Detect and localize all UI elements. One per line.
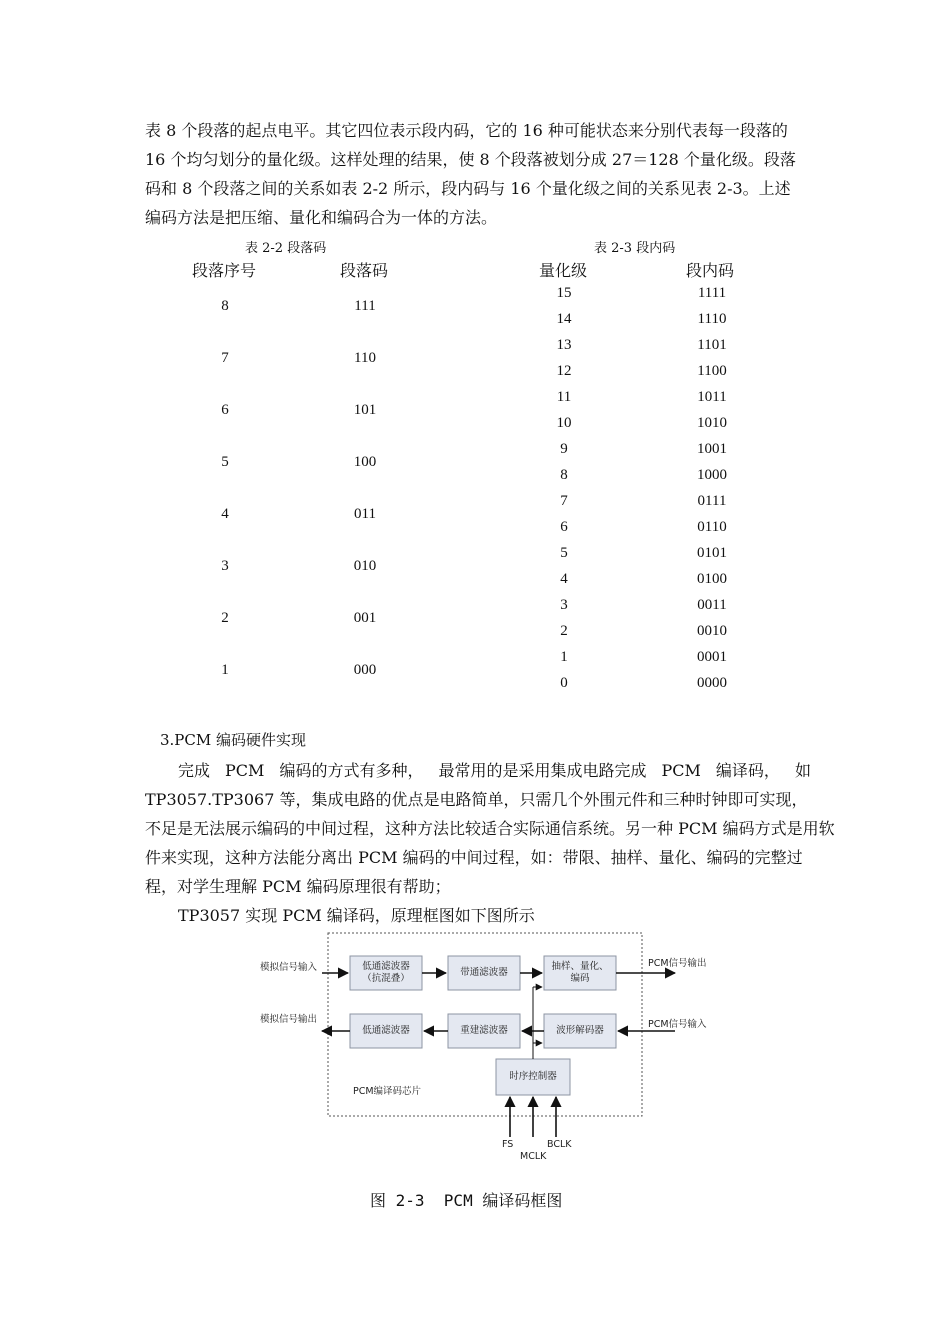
table22-seq-cell: 8 [221,298,229,314]
lpf-top-line1: 低通滤波器 [362,961,410,972]
table23-code-cell: 0110 [697,519,727,535]
table23-code-cell: 1010 [697,415,727,431]
para-line-1-seg: PCM [661,761,701,780]
timing-label: 时序控制器 [509,1071,557,1082]
table23-level-cell: 8 [560,467,568,483]
table22-code-cell: 001 [353,610,377,626]
table23-code-cell: 1101 [697,337,727,353]
para-line-1-seg: 编码的方式有多种， [279,761,424,780]
label-analog-out: 模拟信号输出 [260,1014,318,1025]
table23-code-cell: 0100 [697,571,727,587]
intro-line-3: 码和 8 个段落之间的关系如表 2-2 所示，段内码与 16 个量化级之间的关系见表 2-3。上述 [145,179,791,198]
chip-label: PCM编译码芯片 [353,1086,422,1097]
label-fs: FS [502,1139,514,1150]
table23-level-cell: 0 [560,675,568,691]
table22-seq-cell: 7 [221,350,229,366]
para-line-4: 件来实现，这种方法能分离出 PCM 编码的中间过程，如：带限、抽样、量化、编码的完整过 [145,848,803,867]
table23-level-cell: 14 [556,311,572,327]
figure-caption: 图 2-3 PCM 编译码框图 [370,1191,563,1210]
sqe-line1: 抽样、量化、 [551,961,609,972]
para-line-1-seg: 完成 [178,761,211,780]
section-heading: 3.PCM 编码硬件实现 [160,731,307,749]
label-bclk: BCLK [547,1139,572,1150]
table23-code-cell: 1001 [697,441,727,457]
table22-code-cell: 000 [353,662,377,678]
sqe-label [544,956,616,990]
table22-code-cell: 111 [354,298,376,314]
table22-seq-cell: 4 [221,506,229,522]
table23-code-cell: 0000 [697,675,727,691]
table23-code-cell: 1100 [697,363,727,379]
pcm-block-diagram [250,925,730,1165]
table23-code-cell: 0010 [697,623,727,639]
table23-caption: 表 2-3 段内码 [594,241,676,256]
para-line-1-seg: PCM [225,761,265,780]
recon-label: 重建滤波器 [460,1025,508,1036]
table23-level-cell: 6 [560,519,568,535]
table23-level-cell: 13 [556,337,572,353]
label-analog-in: 模拟信号输入 [260,962,318,973]
table22-caption: 表 2-2 段落码 [245,241,327,256]
table23-level-cell: 12 [556,363,572,379]
para-line-1-seg: 最常用的是采用集成电路完成 [438,761,647,780]
table22-seq-cell: 1 [221,662,229,678]
table23-code-cell: 1000 [697,467,727,483]
label-mclk: MCLK [520,1151,547,1162]
lpf-bottom-label: 低通滤波器 [362,1025,410,1036]
table23-code-cell: 0111 [697,493,727,509]
table23-level-cell: 10 [556,415,572,431]
para-line-3: 不足是无法展示编码的中间过程，这种方法比较适合实际通信系统。另一种 PCM 编码方式是用软 [145,819,835,838]
para-line-1 [178,761,811,781]
table22-code-cell: 100 [353,454,377,470]
table22-code-cell: 010 [353,558,377,574]
decoder-label: 波形解码器 [556,1025,604,1036]
table22-seq-cell: 3 [221,558,229,574]
table23-level-cell: 15 [556,285,572,301]
table22-header-seq: 段落序号 [192,261,257,280]
table22-code-cell: 101 [353,402,377,418]
para-line-5: 程，对学生理解 PCM 编码原理很有帮助； [145,877,451,896]
table23-header-level: 量化级 [539,261,588,280]
para-line-1-seg: 如 [794,761,811,780]
table22-seq-cell: 6 [221,402,229,418]
figure-intro-line: TP3057 实现 PCM 编译码，原理框图如下图所示 [178,906,535,925]
label-pcm-in: PCM信号输入 [648,1019,707,1030]
table23-level-cell: 3 [560,597,568,613]
table23-level-cell: 1 [560,649,568,665]
intro-line-1: 表 8 个段落的起点电平。其它四位表示段内码，它的 16 种可能状态来分别代表每一段落的 [145,121,788,140]
table22-seq-cell: 5 [221,454,229,470]
table23-code-cell: 1011 [697,389,727,405]
sqe-line2: 编码 [570,973,590,984]
intro-line-2: 16 个均匀划分的量化级。这样处理的结果，使 8 个段落被划分成 27＝128 个量化级。段落 [145,150,796,169]
intro-line-4: 编码方法是把压缩、量化和编码合为一体的方法。 [145,208,498,227]
label-pcm-out: PCM信号输出 [648,958,707,969]
table23-level-cell: 11 [556,389,572,405]
para-line-1-seg: 编译码， [715,761,780,780]
table23-header-code: 段内码 [686,261,735,280]
table23-code-cell: 1111 [697,285,727,301]
table23-level-cell: 9 [560,441,568,457]
para-line-2: TP3057.TP3067 等，集成电路的优点是电路简单，只需几个外围元件和三种时钟即可实现， [145,790,808,809]
table23-level-cell: 5 [560,545,568,561]
table22-seq-cell: 2 [221,610,229,626]
table22-code-cell: 011 [354,506,376,522]
lpf-top-label [350,956,422,990]
lpf-top-line2: （抗混叠） [362,973,410,984]
table23-level-cell: 4 [560,571,568,587]
table23-code-cell: 0001 [697,649,727,665]
table23-code-cell: 0101 [697,545,727,561]
table23-level-cell: 2 [560,623,568,639]
table23-level-cell: 7 [560,493,568,509]
bpf-label: 带通滤波器 [460,967,508,978]
table23-code-cell: 0011 [697,597,727,613]
table23-code-cell: 1110 [697,311,727,327]
table22-code-cell: 110 [354,350,376,366]
table22-header-code: 段落码 [340,261,389,280]
